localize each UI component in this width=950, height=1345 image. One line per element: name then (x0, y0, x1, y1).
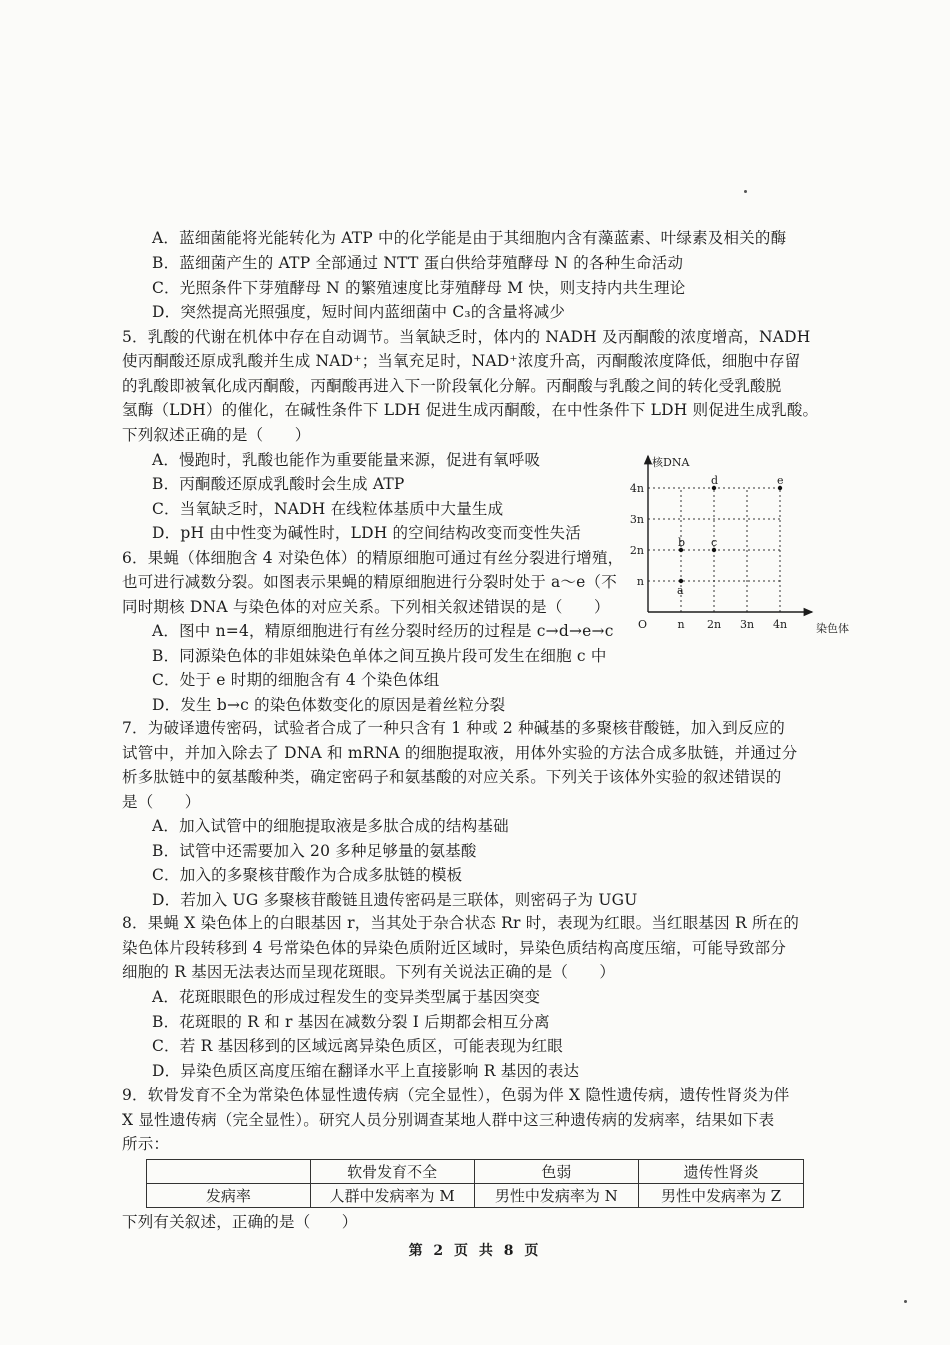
q7-stem-line: 7．为破译遗传密码，试验者合成了一种只含有 1 种或 2 种碱基的多聚核苷酸链，加入到反应的 (122, 719, 785, 737)
page-footer: 第 2 页 共 8 页 (408, 1243, 542, 1259)
table-header-cell: 软骨发育不全 (310, 1160, 474, 1184)
table-cell: 人群中发病率为 M (310, 1184, 474, 1208)
y-tick-label: n (636, 575, 644, 588)
table-header-cell: 遗传性肾炎 (639, 1160, 804, 1184)
q7-stem-line: 试管中，并加入除去了 DNA 和 mRNA 的细胞提取液，用体外实验的方法合成多肽链，并通过分 (122, 744, 798, 762)
q9-after-table: 下列有关叙述，正确的是（ ） (122, 1213, 358, 1231)
q4-option-b: B．蓝细菌产生的 ATP 全部通过 NTT 蛋白供给芽殖酵母 N 的各种生命活动 (152, 254, 684, 272)
q6-stem-line: 也可进行减数分裂。如图表示果蝇的精原细胞进行分裂时处于 a～e（不 (122, 573, 617, 591)
q6-stem-line: 同时期核 DNA 与染色体的对应关系。下列相关叙述错误的是（ ） (122, 598, 610, 616)
q7-stem-line: 是（ ） (122, 793, 201, 811)
q6-option-b: B．同源染色体的非姐妹染色单体之间互换片段可发生在细胞 c 中 (152, 647, 607, 665)
q5-option-a: A．慢跑时，乳酸也能作为重要能量来源，促进有氧呼吸 (152, 451, 541, 469)
table-header-cell: 色弱 (474, 1160, 639, 1184)
q8-option-b: B．花斑眼的 R 和 r 基因在减数分裂 I 后期都会相互分离 (152, 1013, 550, 1031)
q6-option-a: A．图中 n=4，精原细胞进行有丝分裂时经历的过程是 c→d→e→c (152, 622, 614, 640)
q5-stem-line: 5．乳酸的代谢在机体中存在自动调节。当氧缺乏时，体内的 NADH 及丙酮酸的浓度增高，NADH (122, 328, 811, 346)
q4-option-a: A．蓝细菌能将光能转化为 ATP 中的化学能是由于其细胞内含有藻蓝素、叶绿素及相关的酶 (152, 229, 787, 247)
q5-stem-line: 的乳酸即被氧化成丙酮酸，丙酮酸再进入下一阶段氧化分解。丙酮酸与乳酸之间的转化受乳酸脱 (122, 377, 782, 395)
q5-stem-line: 下列叙述正确的是（ ） (122, 426, 311, 444)
q6-stem-line: 6．果蝇（体细胞含 4 对染色体）的精原细胞可通过有丝分裂进行增殖， (122, 549, 624, 567)
data-point-a (679, 579, 683, 583)
table-row (147, 1184, 804, 1208)
scan-speck (744, 190, 747, 193)
q8-stem-line: 细胞的 R 基因无法表达而呈现花斑眼。下列有关说法正确的是（ ） (122, 963, 616, 981)
data-point-label: d (711, 474, 719, 487)
data-point-label: c (711, 536, 718, 549)
q4-option-d: D．突然提高光照强度，短时间内蓝细菌中 C₃的含量将减少 (152, 303, 566, 321)
q5-stem-line: 氢酶（LDH）的催化，在碱性条件下 LDH 促进生成丙酮酸，在中性条件下 LDH 则促进生成乳酸。 (122, 401, 819, 419)
q9-stem-line: X 显性遗传病（完全显性）。研究人员分别调查某地人群中这三种遗传病的发病率，结果如下表 (122, 1111, 775, 1129)
y-tick-label: 4n (629, 482, 644, 495)
table-cell: 男性中发病率为 Z (639, 1184, 804, 1208)
x-tick-label: 3n (739, 618, 755, 631)
q8-option-c: C．若 R 基因移到的区域远离异染色质区，可能表现为红眼 (152, 1037, 563, 1055)
q6-option-d: D．发生 b→c 的染色体数变化的原因是着丝粒分裂 (152, 696, 506, 714)
q5-option-d: D．pH 由中性变为碱性时，LDH 的空间结构改变而变性失活 (152, 524, 581, 542)
x-tick-label: 4n (772, 618, 788, 631)
q7-option-b: B．试管中还需要加入 20 多种足够量的氨基酸 (152, 842, 477, 860)
table-row-label: 发病率 (147, 1184, 311, 1208)
y-tick-label: 2n (629, 544, 644, 557)
data-point-label: e (777, 474, 784, 487)
scan-speck (904, 1300, 907, 1303)
q7-stem-line: 析多肽链中的氨基酸种类，确定密码子和氨基酸的对应关系。下列关于该体外实验的叙述错误的 (122, 768, 782, 786)
q8-option-d: D．异染色质区高度压缩在翻译水平上直接影响 R 基因的表达 (152, 1062, 580, 1080)
q5-option-c: C．当氧缺乏时，NADH 在线粒体基质中大量生成 (152, 500, 504, 518)
q8-option-a: A．花斑眼眼色的形成过程发生的变异类型属于基因突变 (152, 988, 541, 1006)
x-axis-label: 染色体 (816, 622, 849, 635)
incidence-table (146, 1159, 804, 1208)
q8-stem-line: 8．果蝇 X 染色体上的白眼基因 r，当其处于杂合状态 Rr 时，表现为红眼。当红眼基因 R 所在的 (122, 914, 800, 932)
y-axis-label: 核DNA (652, 456, 690, 469)
q7-option-c: C．加入的多聚核苷酸作为合成多肽链的模板 (152, 866, 463, 884)
q9-stem-line: 9．软骨发育不全为常染色体显性遗传病（完全显性），色弱为伴 X 隐性遗传病，遗传性肾炎为伴 (122, 1086, 790, 1104)
x-tick-label: 2n (706, 618, 722, 631)
data-point-label: a (677, 584, 684, 597)
y-tick-label: 3n (629, 513, 644, 526)
q4-option-c: C．光照条件下芽殖酵母 N 的繁殖速度比芽殖酵母 M 快，则支持内共生理论 (152, 279, 686, 297)
q8-stem-line: 染色体片段转移到 4 号常染色体的异染色质附近区域时，异染色质结构高度压缩，可能导致部分 (122, 939, 787, 957)
q7-option-a: A．加入试管中的细胞提取液是多肽合成的结构基础 (152, 817, 509, 835)
q9-stem-line: 所示： (122, 1135, 170, 1153)
q7-option-d: D．若加入 UG 多聚核苷酸链且遗传密码是三联体，则密码子为 UGU (152, 891, 638, 909)
q5-stem-line: 使丙酮酸还原成乳酸并生成 NAD⁺；当氧充足时，NAD⁺浓度升高，丙酮酸浓度降低，细胞中存留 (122, 352, 801, 370)
data-point-label: b (678, 536, 686, 549)
dna-chromosome-chart (620, 452, 850, 642)
q5-option-b: B．丙酮酸还原成乳酸时会生成 ATP (152, 475, 405, 493)
table-header-cell (147, 1160, 311, 1184)
table-cell: 男性中发病率为 N (474, 1184, 639, 1208)
q6-option-c: C．处于 e 时期的细胞含有 4 个染色体组 (152, 671, 440, 689)
x-tick-label: n (677, 618, 685, 631)
origin-label: O (638, 618, 648, 631)
table-header-row (147, 1160, 804, 1184)
